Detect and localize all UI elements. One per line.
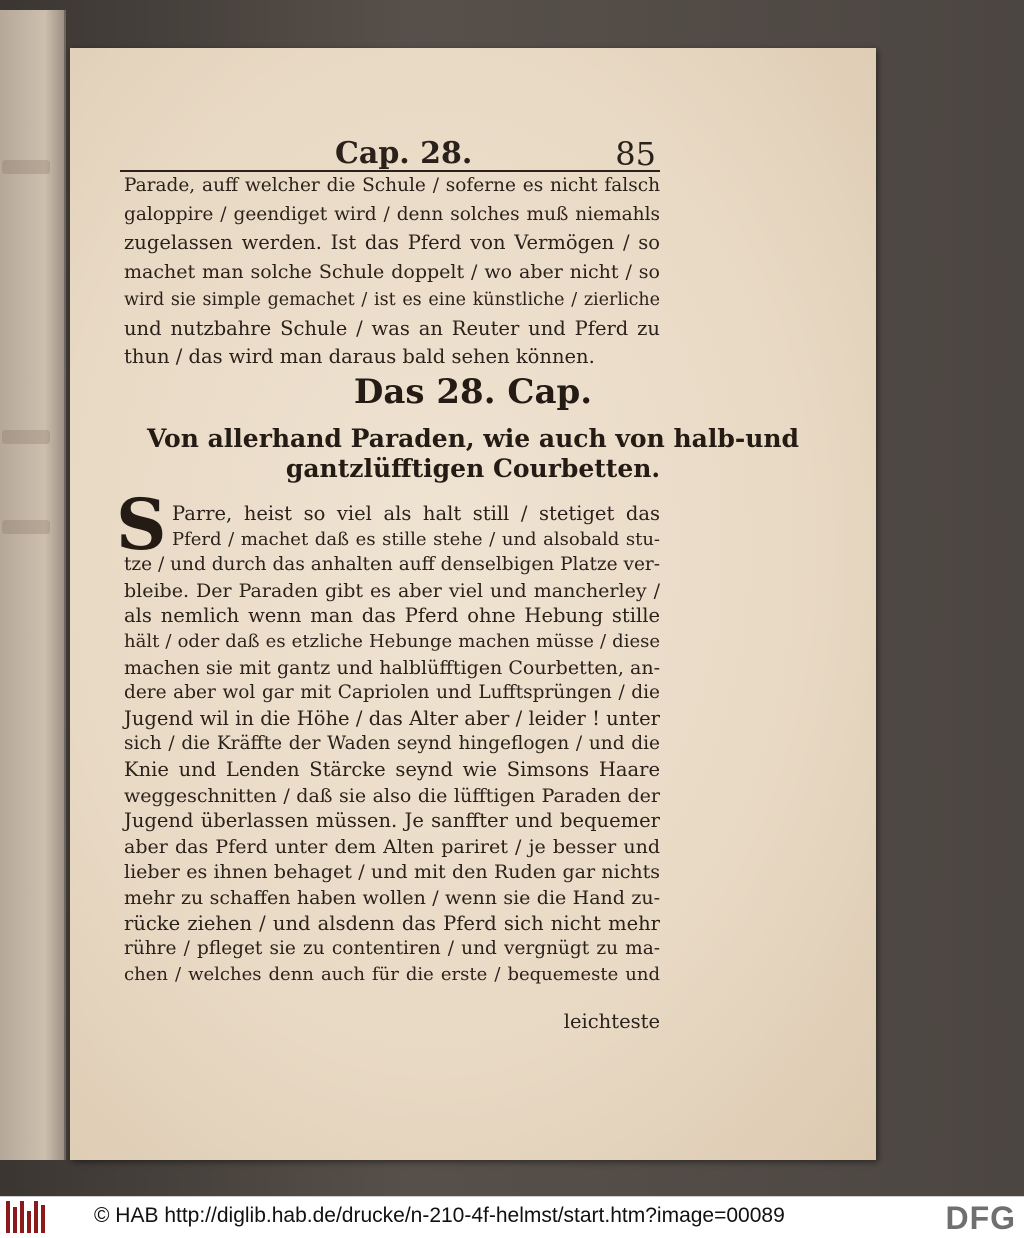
text-line: Pferd / machet daß es stille stehe / und alsobald stu-	[172, 528, 660, 550]
text-line: Parade, auff welcher die Schule / soferne es nicht falsch	[124, 175, 660, 196]
footer-credit-link[interactable]: © HAB http://diglib.hab.de/drucke/n-210-4f-helmst/start.htm?image=00089	[94, 1204, 785, 1227]
catchword: leichteste	[563, 1010, 660, 1033]
text-line: und nutzbahre Schule / was an Reuter und Pferd zu	[124, 316, 660, 340]
text-line: zugelassen werden. Ist das Pferd von Vermögen / so	[124, 231, 660, 254]
text-line: sich / die Kräffte der Waden seynd hingeflogen / und die	[124, 733, 660, 755]
text-line: wird sie simple gemachet / ist es eine künstliche / zierliche	[124, 290, 660, 310]
text-line: mehr zu schaffen haben wollen / wenn sie die Hand zu-	[124, 887, 660, 909]
footer-bar	[0, 1196, 1024, 1238]
text-line: rühre / pfleget sie zu contentiren / und vergnügt zu ma-	[124, 938, 660, 960]
dfg-logo: DFG	[945, 1200, 1016, 1236]
text-line: machen sie mit gantz und halblüfftigen Courbetten, an-	[124, 656, 660, 679]
running-header	[120, 135, 660, 173]
text-line: chen / welches denn auch für die erste / bequemeste und	[124, 963, 660, 985]
text-line: als nemlich wenn man das Pferd ohne Hebung stille	[124, 604, 660, 628]
chapter-subtitle-line-1: Von allerhand Paraden, wie auch von halb-und	[146, 424, 800, 453]
text-line: dere aber wol gar mit Capriolen und Lufftsprüngen / die	[124, 682, 660, 704]
hab-logo-icon	[6, 1201, 48, 1233]
text-line: bleibe. Der Paraden gibt es aber viel und mancherley /	[124, 579, 660, 602]
text-line: Knie und Lenden Stärcke seynd wie Simsons Haare	[124, 758, 660, 781]
text-line: lieber es ihnen behaget / und mit den Ruden gar nichts	[124, 861, 660, 884]
running-header-chapter: Cap. 28.	[335, 136, 473, 171]
chapter-title: Das 28. Cap.	[353, 372, 593, 412]
bleed-mark	[2, 520, 50, 534]
text-line: Parre, heist so viel als halt still / stetiget das	[172, 502, 660, 525]
text-line: hält / oder daß es etzliche Hebunge machen müsse / diese	[124, 631, 660, 652]
text-line: galoppire / geendiget wird / denn solches muß niemahls	[124, 203, 660, 225]
text-line: rücke ziehen / und alsdenn das Pferd sich nicht mehr	[124, 911, 660, 935]
text-line: weggeschnitten / daß sie also die lüfftigen Paraden der	[124, 784, 660, 807]
text-line: thun / das wird man daraus bald sehen können.	[124, 345, 595, 368]
previous-page-edge	[0, 10, 66, 1160]
text-line: Jugend wil in die Höhe / das Alter aber / leider ! unter	[124, 706, 660, 730]
text-line: machet man solche Schule doppelt / wo aber nicht / so	[124, 260, 660, 283]
page-number: 85	[615, 135, 656, 173]
text-line: Jugend überlassen müssen. Je sanffter und bequemer	[124, 809, 660, 833]
text-line: aber das Pferd unter dem Alten pariret / je besser und	[124, 835, 660, 858]
text-line: tze / und durch das anhalten auff denselbigen Platze ver-	[124, 554, 660, 576]
bleed-mark	[2, 430, 50, 444]
drop-cap: S	[116, 483, 167, 566]
chapter-subtitle-line-2: gantzlüfftigen Courbetten.	[285, 454, 661, 483]
bleed-mark	[2, 160, 50, 174]
